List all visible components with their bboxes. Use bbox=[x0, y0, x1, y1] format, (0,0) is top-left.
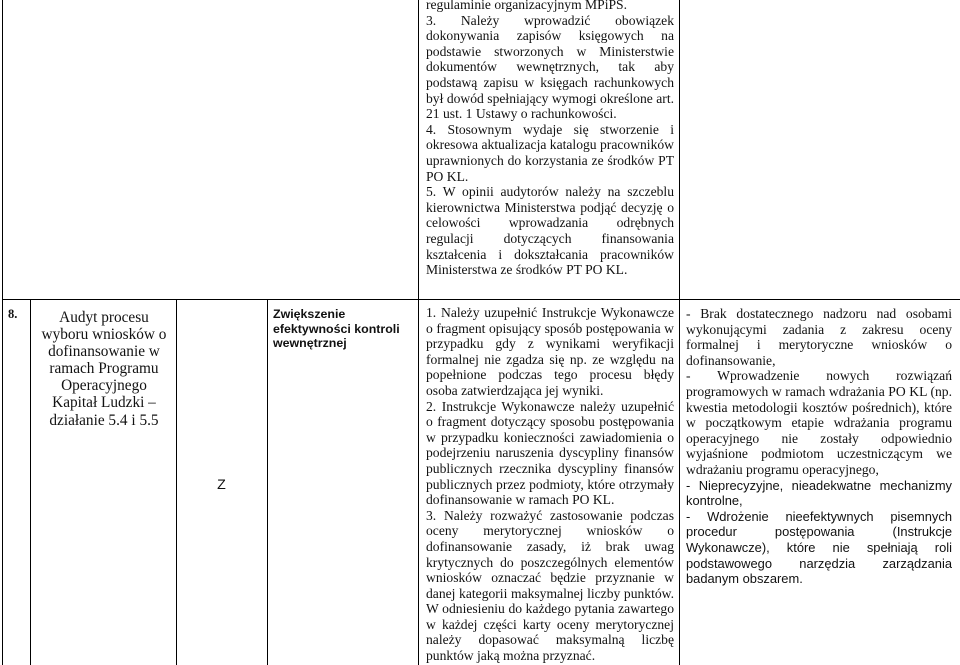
recommendation-4: 4. Stosownym wydaje się stworzenie i okresowa aktualizacja katalogu pracowników uprawnionych do korzystania ze środków PT PO KL. bbox=[426, 121, 674, 184]
row-divider bbox=[2, 299, 960, 300]
column-divider-5 bbox=[679, 0, 680, 665]
column-divider-4 bbox=[418, 0, 419, 665]
finding-4: - Wdrożenie nieefektywnych pisemnych procedur postępowania (Instrukcje Wykonawcze), które nie spełniają roli podstawowego narzędzia zarządzania badanym obszarem. bbox=[686, 508, 952, 587]
recommendation-5: 5. W opinii audytorów należy na szczeblu kierownictwa Ministerstwa podjąć decyzję o celowości wprowadzania odrębnych regulacji dotyczących finansowania kształcenia i dokształcania pracowników Ministerstwa ze środków PT PO KL. bbox=[426, 184, 674, 278]
audit-title: Audyt procesu wyboru wniosków o dofinansowanie w ramach Programu Operacyjnego Kapitał Ludzki – działanie 5.4 i 5.5 bbox=[41, 309, 167, 429]
recommendation-3: 3. Należy wprowadzić obowiązek dokonywania zapisów księgowych na podstawie stworzonych w Ministerstwie dokumentów wewnętrznych, tak aby podstawą zapisu w księgach rachunkowych był dowód spełniający wymogi określone art. 21 ust. 1 Ustawy o rachunkowości. bbox=[426, 12, 674, 122]
row8-findings bbox=[686, 306, 952, 606]
category-letter: Z bbox=[217, 477, 226, 493]
finding-3: - Nieprecyzyjne, nieadekwatne mechanizmy kontrolne, bbox=[686, 477, 952, 509]
finding-1: - Brak dostatecznego nadzoru nad osobami wykonującymi zadania z zakresu oceny formalnej i merytoryczne wniosków o dofinansowanie, bbox=[686, 306, 952, 368]
row8-recommendation-3: 3. Należy rozważyć zastosowanie podczas oceny merytorycznej wniosków o dofinansowanie zasady, iż brak uwag krytycznych do poszczególnych elementów wniosków oznaczać będzie przyznanie w danej kategorii maksymalnej liczby punktów. W odniesieniu do każdego pytania zawartego w każdej części karty oceny merytorycznej należy dopasować maksymalną liczbę punktów jaką można przyznać. bbox=[426, 507, 674, 664]
finding-2: - Wprowadzenie nowych rozwiązań programowych w ramach wdrażania PO KL (np. kwestia metodologii kosztów pośrednich), które w początkowym etapie wdrażania programu operacyjnego nie zostały odpowiednio wyjaśnione podmiotom uczestniczącym we wdrażaniu programu operacyjnego, bbox=[686, 368, 952, 477]
row-number: 8. bbox=[8, 307, 18, 321]
top-row-recommendations bbox=[426, 0, 674, 295]
column-divider-1 bbox=[30, 299, 31, 665]
category-label: Zwiększenie efektywności kontroli wewnętrznej bbox=[273, 307, 400, 351]
row8-recommendation-1: 1. Należy uzupełnić Instrukcje Wykonawcze o fragment opisujący sposób postępowania w przypadku gdy z wynikami weryfikacji formalnej nie zgadza się np. ze względu na popełnione podczas tego procesu błędy osoba zatwierdzająca jej wyniki. bbox=[426, 305, 674, 398]
recommendation-fragment: regulaminie organizacyjnym MPiPS. bbox=[426, 0, 627, 12]
row8-recommendations bbox=[426, 305, 674, 665]
table-border-left bbox=[2, 0, 3, 665]
column-divider-3 bbox=[267, 299, 268, 665]
row8-recommendation-2: 2. Instrukcje Wykonawcze należy uzupełnić o fragment dotyczący sposobu postępowania w przypadku konieczności zawiadomienia o podejrzeniu naruszenia dyscypliny finansów publicznych rzecznika dyscypliny finansów publicznych przez podmioty, które otrzymały dofinansowanie w ramach PO KL. bbox=[426, 398, 674, 508]
